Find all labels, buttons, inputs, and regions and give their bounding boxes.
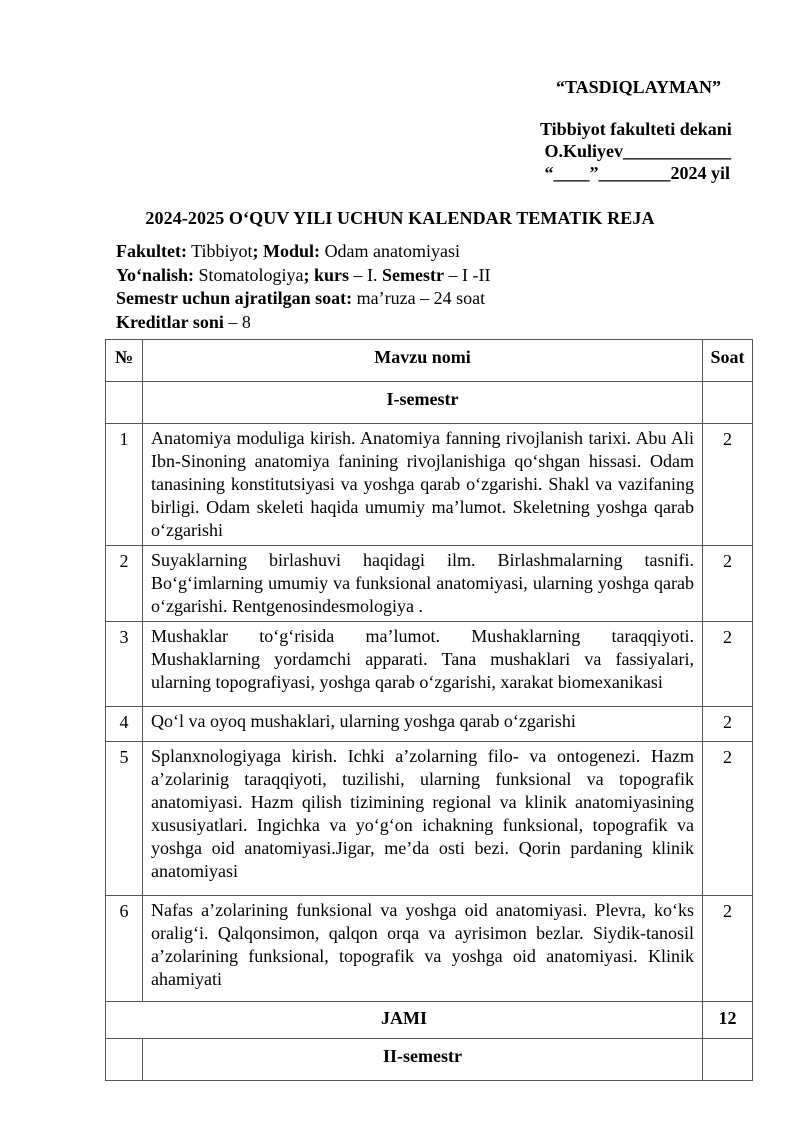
row-number: 6 (106, 896, 143, 1002)
header-topic: Mavzu nomi (143, 340, 703, 382)
header-number: № (106, 340, 143, 382)
row-number: 4 (106, 707, 143, 742)
row-topic: Mushaklar to‘g‘risida ma’lumot. Mushaklarning taraqqiyoti. Mushaklarning yordamchi apparati. Tana mushaklari va fassiyalari, ularning topografiyasi, yoshga qarab o‘zgarishi, xarakat biomexanikasi (143, 622, 703, 707)
meta-line-credits (116, 311, 491, 335)
table-row (106, 742, 753, 896)
faculty-value: Tibbiyot (187, 241, 253, 261)
faculty-label: Fakultet: (116, 241, 187, 261)
course-value: – I. (349, 264, 378, 285)
approval-block (540, 76, 760, 184)
row-number: 3 (106, 622, 143, 707)
table-row (106, 896, 753, 1002)
row-number: 2 (106, 546, 143, 622)
module-label: Modul: (258, 241, 321, 261)
row-number: 5 (106, 742, 143, 896)
document-title: 2024-2025 O‘QUV YILI UCHUN KALENDAR TEMATIK REJA (145, 208, 655, 228)
empty-cell (106, 1039, 143, 1081)
table-row (106, 424, 753, 546)
approval-position: Tibbiyot fakulteti dekani (540, 119, 732, 139)
row-topic: Nafas a’zolarining funksional va yoshga oid anatomiyasi. Plevra, ko‘ks oralig‘i. Qalqonsimon, qalqon orqa va ayrisimon bezlar. Siydik-tanosil a’zolarining funksional, topografik va yoshga oid anatomiyasi. Klinik ahamiyati (143, 896, 703, 1002)
row-hours: 2 (703, 896, 753, 1002)
row-number: 1 (106, 424, 143, 546)
direction-value: Stomatologiya (194, 264, 304, 285)
row-hours: 2 (703, 424, 753, 546)
hours-label: Semestr uchun ajratilgan soat: (116, 288, 353, 308)
approval-date: “____”________2024 yil (540, 163, 731, 183)
empty-cell (703, 382, 753, 424)
row-topic: Splanxnologiyaga kirish. Ichki a’zolarning filo- va ontogenezi. Hazm a’zolarinig taraqqiyoti, tuzilishi, ularning funksional va topografik anatomiyasi. Hazm qilish tizimining regional va klinik anatomiyasining xususiyatlari. Ingichka va yo‘g‘on ichakning funksional, topografik va yoshga oid anatomiyasi.Jigar, me’da osti bezi. Qorin pardaning klinik anatomiyasi (143, 742, 703, 896)
approval-heading: “TASDIQLAYMAN” (556, 77, 722, 97)
row-topic: Qo‘l va oyoq mushaklari, ularning yoshga qarab o‘zgarishi (143, 707, 703, 742)
meta-line-hours (116, 287, 491, 311)
direction-label: Yo‘nalish: (116, 264, 195, 285)
total-row (106, 1002, 753, 1039)
credits-label: Kreditlar soni (116, 311, 224, 332)
row-hours: 2 (703, 707, 753, 742)
table-header-row (106, 340, 753, 382)
course-meta (116, 240, 491, 334)
module-value: Odam anatomiyasi (320, 241, 461, 261)
semester-1-label: I-semestr (143, 382, 703, 424)
empty-cell (106, 382, 143, 424)
row-topic: Suyaklarning birlashuvi haqidagi ilm. Birlashmalarning tasnifi. Bo‘g‘imlarning umumiy va funksional anatomiyasi, ularning yoshga qarab o‘zgarishi. Rentgenosindesmologiya . (143, 546, 703, 622)
row-topic: Anatomiya moduliga kirish. Anatomiya fanning rivojlanish tarixi. Abu Ali Ibn-Sinoning anatomiya fanining rivojlanishiga qo‘shgan hissasi. Odam tanasining konstitutsiyasi va yoshga qarab o‘zgarishi. Shakl va vazifaning birligi. Odam skeleti haqida umumiy ma’lumot. Skeletning yoshga qarab o‘zgarishi (143, 424, 703, 546)
course-label: kurs (309, 264, 350, 285)
meta-line-direction (116, 264, 491, 288)
approval-signature: O.Kuliyev____________ (540, 141, 732, 161)
header-hours: Soat (703, 340, 753, 382)
credits-value: – 8 (223, 311, 251, 332)
table-row (106, 707, 753, 742)
semester-label: Semestr (377, 264, 445, 285)
table-row (106, 546, 753, 622)
total-label: JAMI (106, 1002, 703, 1039)
row-hours: 2 (703, 622, 753, 707)
semester-row (106, 382, 753, 424)
semester-2-label: II-semestr (143, 1039, 703, 1081)
semester-row (106, 1039, 753, 1081)
hours-value: ma’ruza – 24 soat (352, 288, 486, 308)
total-value: 12 (703, 1002, 753, 1039)
schedule-table (105, 339, 753, 1081)
semester-value: – I -II (444, 264, 491, 285)
empty-cell (703, 1039, 753, 1081)
separator: ; (303, 264, 310, 285)
table-row (106, 622, 753, 707)
meta-line-faculty (116, 240, 491, 264)
separator: ; (252, 241, 259, 261)
row-hours: 2 (703, 546, 753, 622)
row-hours: 2 (703, 742, 753, 896)
